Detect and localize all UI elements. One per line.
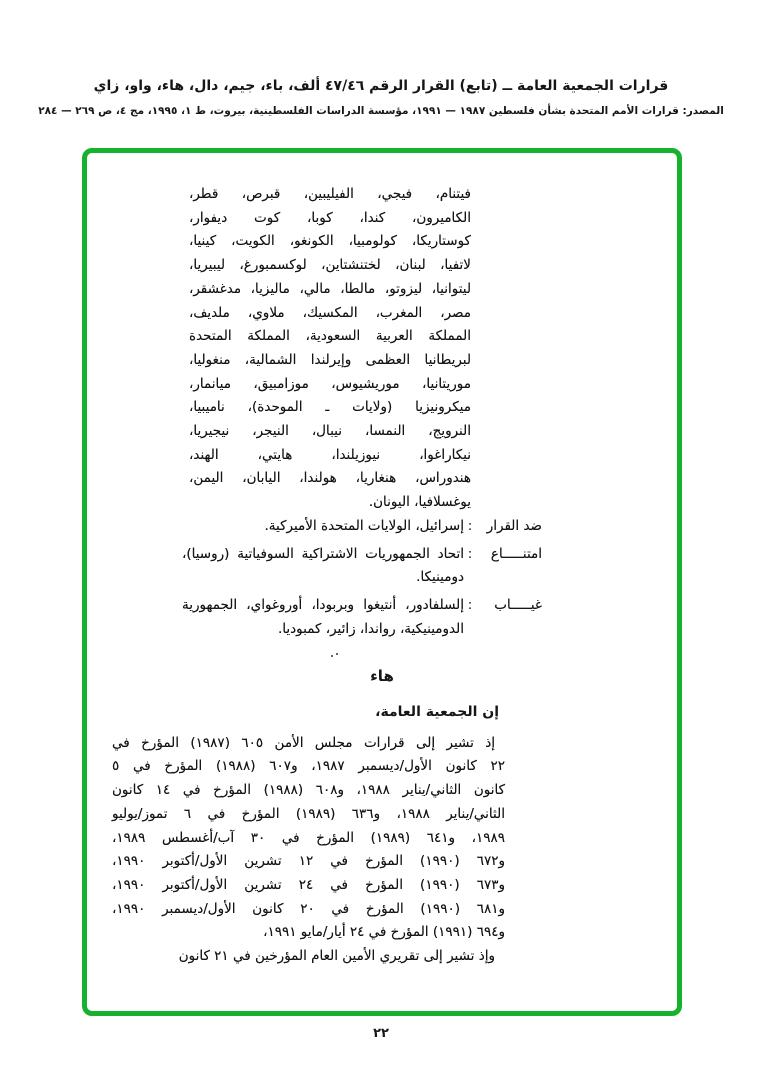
country-list-line: فيتنام، فيجي، الفيليبين، قبرص، قطر، [189,186,471,202]
page-number: ٢٢ [373,1026,389,1041]
vote-content-line: دومينيكا. [416,569,464,586]
country-list-line: لاتفيا، لبنان، لختنشتاين، لوكسمبورغ، ليبيريا، [189,257,471,274]
vote-records [182,515,542,642]
country-list-line: ليتوانيا، ليزوتو، مالطا، مالي، ماليزيا، مدغشقر، [189,280,471,297]
preamble-line: إذ تشير إلى قرارات مجلس الأمن ٦٠٥ (١٩٨٧) المؤرخ في [112,734,496,751]
country-list-line: المملكة العربية السعودية، المملكة المتحدة [189,328,471,345]
resolution-preamble [112,701,505,969]
vote-content-line: الدومينيكية، رواندا، زائير، كمبوديا. [277,620,464,637]
preamble-line: كانون الثاني/يناير ١٩٨٨، و٦٠٨ (١٩٨٨) المؤرخ في ١٤ كانون [112,782,506,799]
vote-label: ضد القرار [486,518,542,534]
preamble-line: الثاني/يناير ١٩٨٨، و٦٣٦ (١٩٨٩) المؤرخ في ٦ تموز/يوليو [112,805,505,822]
vote-colon: : [467,518,473,534]
vote-content-line: إسرائيل، الولايات المتحدة الأميركية. [264,518,464,534]
vote-content [182,543,464,590]
vote-colon: : [467,545,473,562]
vote-entry-absent [182,594,542,641]
preamble-heading: إن الجمعية العامة، [375,704,499,720]
vote-content [182,515,464,539]
vote-label: غيـــــاب [494,597,542,614]
country-list-line: مصر، المغرب، المكسيك، ملاوي، ملديف، [189,304,471,321]
country-list-line: نيكاراغوا، نيوزيلندا، هايتي، الهند، [189,446,471,463]
preamble-line: و٦٩٤ (١٩٩١) المؤرخ في ٢٤ أيار/مايو ١٩٩١، [263,924,505,941]
vote-content-line: اتحاد الجمهوريات الاشتراكية السوفياتية (روسيا)، [182,545,464,562]
country-list-line: الكاميرون، كندا، كوبا، كوت ديفوار، [189,209,471,226]
vote-entry-abstain [182,543,542,590]
section-letter-heading: هاء [370,667,394,685]
source-line: المصدر: قرارات الأمم المتحدة بشأن فلسطين ١٩٨٧ — ١٩٩١، مؤسسة الدراسات الفلسطينية، بيروت، ط ١، ١٩٩٥، مج ٤، ص ٢٦٩ — ٢٨٤ [38,105,724,117]
vote-content-line: إلسلفادور، أنتيغوا وبربودا، أوروغواي، الجمهورية [182,597,464,614]
page-title: قرارات الجمعية العامة ــ (تابع) القرار الرقم ٤٧/٤٦ ألف، باء، جيم، دال، هاء، واو، زاي [93,78,669,94]
preamble-line: ٢٢ كانون الأول/ديسمبر ١٩٨٧، و٦٠٧ (١٩٨٨) المؤرخ في ٥ [112,758,506,775]
in-favor-country-list [189,183,471,515]
country-list-line: ميكرونيزيا (ولايات ـ الموحدة)، ناميبيا، [189,399,471,416]
vote-content [182,594,464,641]
preamble-line: ١٩٨٩، و٦٤١ (١٩٨٩) المؤرخ في ٣٠ آب/أغسطس ١٩٨٩، [112,829,506,846]
green-content-frame [82,148,682,1016]
preamble-line: وإذ تشير إلى تقريري الأمين العام المؤرخين في ٢١ كانون [178,948,495,965]
country-list-line: النرويج، النمسا، نيبال، النيجر، نيجيريا، [189,423,471,440]
preamble-line: و٦٨١ (١٩٩٠) المؤرخ في ٢٠ كانون الأول/ديسمبر ١٩٩٠، [112,900,505,917]
vote-entry-against [182,515,542,539]
country-list-line: هندوراس، هنغاريا، هولندا، اليابان، اليمن، [189,470,471,487]
country-list-line: لبريطانيا العظمى وإيرلندا الشمالية، منغوليا، [189,351,471,368]
preamble-line: و٦٧٢ (١٩٩٠) المؤرخ في ١٢ تشرين الأول/أكتوبر ١٩٩٠، [112,853,505,870]
country-list-line: كوستاريكا، كولومبيا، الكونغو، الكويت، كينيا، [189,233,471,250]
ink-speck [331,653,339,657]
preamble-line: و٦٧٣ (١٩٩٠) المؤرخ في ٢٤ تشرين الأول/أكتوبر ١٩٩٠، [112,876,505,893]
vote-label: امتنـــــاع [490,545,542,562]
country-list-line: موريتانيا، موريشيوس، موزامبيق، ميانمار، [189,375,471,392]
country-list-line: يوغسلافيا، اليونان. [368,494,471,511]
vote-colon: : [467,597,473,614]
